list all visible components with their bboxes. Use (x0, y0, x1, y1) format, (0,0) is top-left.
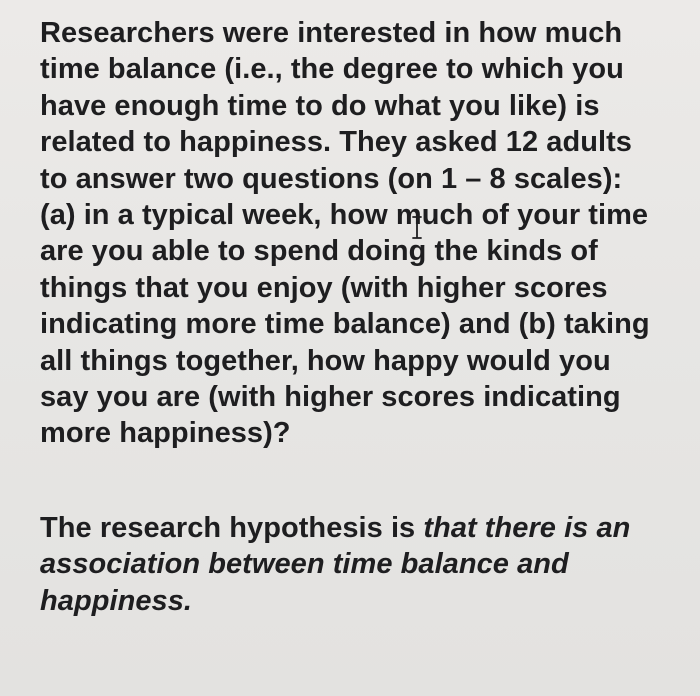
paragraph-1-line-1: Researchers were interested in how much (40, 17, 623, 49)
paragraph-1-line-3: have enough time to do what you like) is (40, 89, 600, 122)
paragraph-1-line-8: things that you enjoy (with higher scores (40, 271, 608, 304)
document-text (40, 15, 685, 619)
paragraph-2-line-1 (40, 510, 685, 546)
paragraph-1-line-11: say you are (with higher scores indicating (40, 381, 621, 414)
paragraph-1-line-6: (a) in a typical week, how much of your time (40, 199, 649, 232)
paragraph-1-line-9: indicating more time balance) and (b) taking (40, 308, 650, 341)
paragraph-2-line-3: happiness. (40, 584, 192, 617)
paragraph-1-line-10: all things together, how happy would you (40, 344, 611, 377)
paragraph-1-line-7: are you able to spend doing the kinds of (40, 235, 598, 268)
hypothesis-intro-text: The research hypothesis is (40, 511, 424, 544)
paragraph-2-line-2: association between time balance and (40, 548, 569, 581)
paragraph-1-line-2: time balance (i.e., the degree to which you (40, 53, 624, 86)
paragraph-spacer (40, 452, 685, 510)
hypothesis-emphasis-text: that there is an (423, 511, 631, 544)
paragraph-1-line-5: to answer two questions (on 1 – 8 scales): (40, 162, 623, 195)
text-cursor-icon (411, 215, 423, 240)
paragraph-1-line-4: related to happiness. They asked 12 adults (40, 126, 632, 159)
paragraph-1-line-12: more happiness)? (40, 417, 291, 450)
